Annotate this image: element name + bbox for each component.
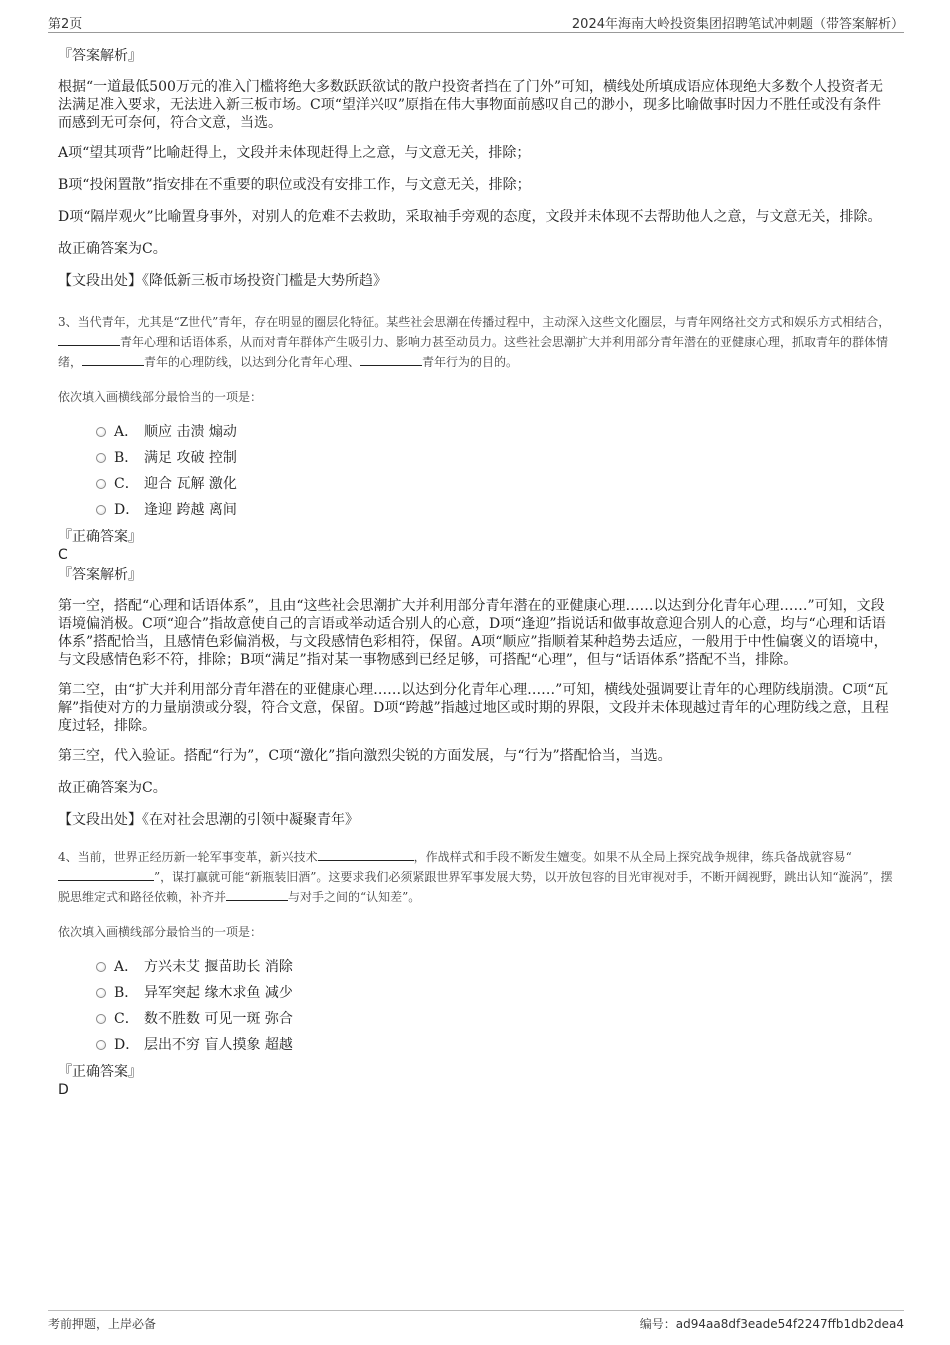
fill-blank xyxy=(226,887,288,901)
question-3-options xyxy=(96,419,893,523)
question-3-text: 3、当代青年，尤其是“Z世代”青年，存在明显的圈层化特征。某些社会思潮在传播过程中，主动深入这些文化圈层，与青年网络社交方式和娱乐方式相结合，青年心理和话语体系，从而对青年群体产生吸引力、影响力甚至动员力。这些社会思潮扩大并利用部分青年潜在的亚健康心理，抓取青年的群体情绪， 青年的心理防线，以达到分化青年心理、 青年行为的目的。 xyxy=(58,315,891,369)
fill-blank xyxy=(318,847,414,861)
fill-blank xyxy=(58,867,154,881)
analysis-paragraph: A项“望其项背”比喻赶得上，文段并未体现赶得上之意，与文意无关，排除； xyxy=(58,145,531,161)
analysis-paragraph: 根据“一道最低500万元的准入门槛将绝大多数跃跃欲试的散户投资者挡在了门外”可知，横线处所填成语应体现绝大多数个人投资者无法满足准入要求，无法进入新三板市场。C项“望洋兴叹”原指在伟大事物面前感叹自己的渺小，现多比喻做事时因力不胜任或没有条件而感到无可奈何，符合文意，当选。 xyxy=(58,79,884,131)
radio-icon[interactable] xyxy=(96,962,106,972)
source-citation: 【文段出处】《降低新三板市场投资门槛是大势所趋》 xyxy=(58,273,387,289)
option-d[interactable]: D． 逢迎 跨越 离间 xyxy=(96,497,893,523)
fill-blank xyxy=(82,352,144,366)
question-4-text: 4、当前，世界正经历新一轮军事变革，新兴技术 ，作战样式和手段不断发生嬗变。如果不从全局上探究战争规律，练兵备战就容易“”，谋打赢就可能“新瓶装旧酒”。这要求我们必须紧跟世界军事发展大势，以开放包容的目光审视对手，不断开阔视野，跳出认知“漩涡”，摆脱思维定式和路径依赖，补齐并 与对手之间的“认知差”。 xyxy=(58,847,893,907)
fill-blank xyxy=(360,352,422,366)
correct-answer: C xyxy=(58,547,68,563)
analysis-title: 『答案解析』 xyxy=(58,567,142,583)
page-footer xyxy=(48,1310,904,1331)
option-c[interactable]: C． 迎合 瓦解 激化 xyxy=(96,471,893,497)
option-a[interactable]: A． 方兴未艾 揠苗助长 消除 xyxy=(96,954,893,980)
analysis-paragraph: B项“投闲置散”指安排在不重要的职位或没有安排工作，与文意无关，排除； xyxy=(58,177,531,193)
document-title: 2024年海南大岭投资集团招聘笔试冲刺题（带答案解析） xyxy=(571,17,904,32)
radio-icon[interactable] xyxy=(96,988,106,998)
analysis-paragraph: 第一空，搭配“心理和话语体系”，且由“这些社会思潮扩大并利用部分青年潜在的亚健康心理……以达到分化青年心理……”可知，文段语境偏消极。C项“迎合”指故意使自己的言语或举动适合别人的心意，D项“逢迎”指说话和做事故意迎合别人的心意，均与“心理和话语体系”搭配恰当，且感情色彩偏消极，与文段感情色彩相符，保留。A项“顺应”指顺着某种趋势去适应，一般用于中性偏褒义的语境中，与文段感情色彩不符，排除；B项“满足”指对某一事物感到已经足够，可搭配“心理”，但与“话语体系”搭配不当，排除。 xyxy=(58,598,888,668)
analysis-title: 『答案解析』 xyxy=(58,48,142,64)
option-c[interactable]: C． 数不胜数 可见一斑 弥合 xyxy=(96,1006,893,1032)
option-b[interactable]: B． 满足 攻破 控制 xyxy=(96,445,893,471)
option-a[interactable]: A． 顺应 击溃 煽动 xyxy=(96,419,893,445)
fill-blank xyxy=(58,332,120,346)
conclusion: 故正确答案为C。 xyxy=(58,241,167,257)
footer-slogan: 考前押题，上岸必备 xyxy=(48,1317,157,1331)
option-d[interactable]: D． 层出不穷 盲人摸象 超越 xyxy=(96,1032,893,1058)
correct-answer: D xyxy=(58,1082,69,1098)
radio-icon[interactable] xyxy=(96,479,106,489)
analysis-paragraph: D项“隔岸观火”比喻置身事外，对别人的危难不去救助，采取袖手旁观的态度，文段并未体现不去帮助他人之意，与文意无关，排除。 xyxy=(58,209,882,225)
document-id: 编号：ad94aa8df3eade54f2247ffb1db2dea4 xyxy=(639,1317,904,1331)
question-4-options xyxy=(96,954,893,1058)
radio-icon[interactable] xyxy=(96,505,106,515)
answer-title: 『正确答案』 xyxy=(58,529,142,545)
question-3-prompt: 依次填入画横线部分最恰当的一项是： xyxy=(58,390,263,404)
main-content xyxy=(58,42,893,1098)
radio-icon[interactable] xyxy=(96,1014,106,1024)
page-header xyxy=(48,10,904,33)
radio-icon[interactable] xyxy=(96,427,106,437)
question-4-prompt: 依次填入画横线部分最恰当的一项是： xyxy=(58,925,263,939)
source-citation: 【文段出处】《在对社会思潮的引领中凝聚青年》 xyxy=(58,812,359,828)
conclusion: 故正确答案为C。 xyxy=(58,780,167,796)
page-number: 第2页 xyxy=(48,17,83,32)
answer-title: 『正确答案』 xyxy=(58,1064,142,1080)
radio-icon[interactable] xyxy=(96,453,106,463)
analysis-paragraph: 第二空，由“扩大并利用部分青年潜在的亚健康心理……以达到分化青年心理……”可知，横线处强调要让青年的心理防线崩溃。C项“瓦解”指使对方的力量崩溃或分裂，符合文意，保留。D项“跨越”指越过地区或时期的界限，文段并未体现越过青年的心理防线之意，且程度过轻，排除。 xyxy=(58,682,889,734)
radio-icon[interactable] xyxy=(96,1040,106,1050)
analysis-paragraph: 第三空，代入验证。搭配“行为”，C项“激化”指向激烈尖锐的方面发展，与“行为”搭配恰当，当选。 xyxy=(58,748,672,764)
option-b[interactable]: B． 异军突起 缘木求鱼 减少 xyxy=(96,980,893,1006)
